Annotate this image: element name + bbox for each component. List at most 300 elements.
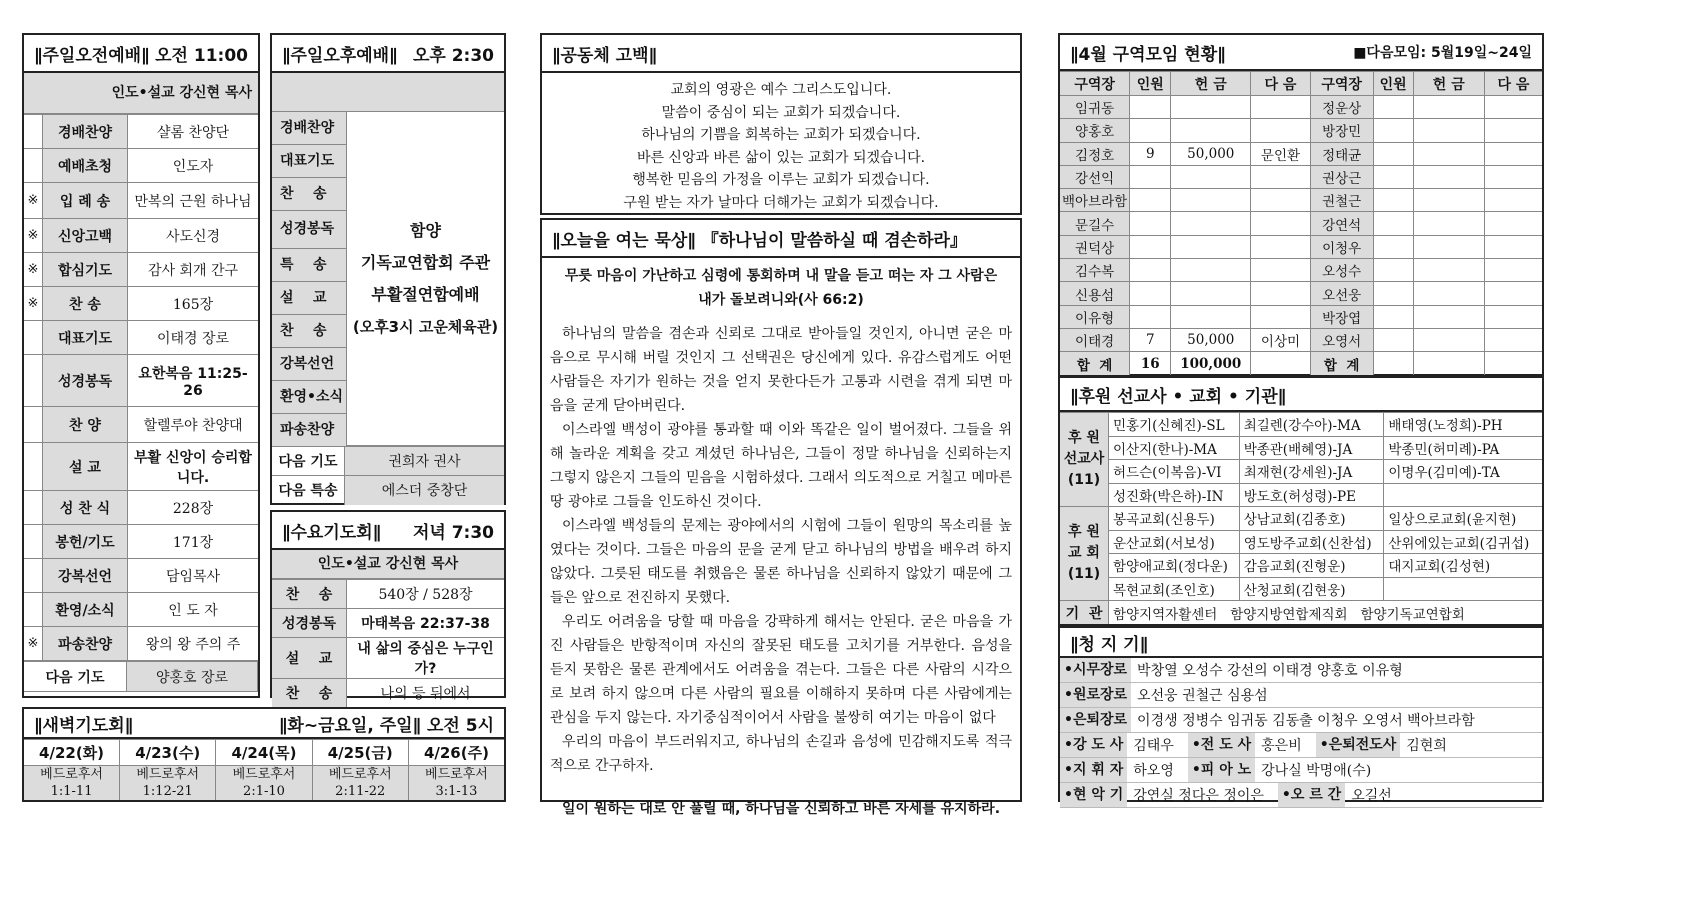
district-cell [1373,212,1413,235]
district-cell [1484,235,1542,258]
support-entry: 박종관(배혜영)-JA [1239,436,1384,460]
district-table [1060,71,1542,375]
district-row [1060,96,1542,119]
support-entry: 감음교회(진형운) [1239,554,1384,578]
district-cell [1413,235,1484,258]
district-cell [1251,96,1311,119]
meditation-body [550,322,1012,778]
support-entry: 최재현(강세원)-JA [1239,460,1384,484]
morning-row-mark [24,443,43,491]
district-cell [1413,305,1484,328]
support-table [1060,412,1542,624]
dawn-book: 베드로후서 [425,767,488,782]
district-header [1060,35,1542,71]
district-cell [1484,352,1542,375]
district-cell [1413,165,1484,188]
steward-row [1060,708,1542,733]
morning-row-mark [24,321,43,355]
district-cell [1171,189,1251,212]
support-entry: 대지교회(김성현) [1384,554,1542,578]
district-row [1060,189,1542,212]
steward-label: •강 도 사 [1060,733,1127,757]
afternoon-label: 성경봉독 [272,211,346,249]
district-cell [1251,352,1311,375]
afternoon-label: 찬 송 [272,178,346,211]
morning-row-label: 신앙고백 [43,219,128,253]
morning-row-mark [24,491,43,525]
district-leader: 이유형 [1060,305,1130,328]
support-row [1060,460,1542,484]
morning-row-mark [24,149,43,183]
district-cell [1251,165,1311,188]
morning-time: 오전 11:00 [155,45,248,66]
afternoon-service-box [270,33,506,505]
afternoon-notice-line: 부활절연합예배 [371,284,480,304]
district-row [1060,328,1542,351]
confession-header [542,35,1020,73]
support-entry: 함양애교회(정다운) [1109,554,1240,578]
morning-next-label: 다음 기도 [24,662,127,692]
morning-row-label: 찬 양 [43,407,128,443]
meditation-paragraph: 우리도 어려움을 당할 때 마음을 강퍅하게 해서는 안된다. 굳은 마음을 가진 사람들은 반항적이며 자신의 잘못된 태도를 고치기를 거부한다. 음성을 듣지 못함은 물론 관계에서도 어려움을 겪는다. 그들은 다른 사람의 시각으로 보려 하지 않으며 다른 사람의 필요를 이해하지 못하며 다른 사람에게는 관심을 두지 않는다. 자기중심적이어서 사람을 불쌍히 여기는 마음이 없다 [550,614,1012,726]
district-col-header: 인원 [1130,72,1171,96]
district-leader: 권상근 [1310,165,1373,188]
dawn-date: 4/25(금) [312,740,408,766]
morning-row-label: 합심기도 [43,253,128,287]
morning-row [24,407,258,443]
wednesday-row-value: 나의 등 뒤에서 [347,679,505,708]
support-inst-label: 기 관 [1060,601,1109,625]
wednesday-row-value: 내 삶의 중심은 누구인가? [347,638,505,679]
support-entry: 최길렌(강수아)-MA [1239,413,1384,437]
district-leader: 정태균 [1310,142,1373,165]
afternoon-notice-line: (오후3시 고운체육관) [352,317,499,336]
support-entry: 이산지(한나)-MA [1109,436,1240,460]
wednesday-row [272,609,504,638]
district-leader: 권덕상 [1060,235,1130,258]
district-cell: 7 [1130,328,1171,351]
district-cell [1130,96,1171,119]
district-cell [1171,96,1251,119]
wednesday-row-value: 마태복음 22:37-38 [347,609,505,638]
morning-row [24,321,258,355]
district-row [1060,142,1542,165]
district-leader: 합 계 [1310,352,1373,375]
wednesday-row [272,638,504,679]
dawn-book: 베드로후서 [40,767,103,782]
meditation-header [542,220,1020,258]
confession-line: 바른 신앙과 바른 삶이 있는 교회가 되겠습니다. [636,149,926,166]
morning-row [24,491,258,525]
morning-row-mark [24,355,43,407]
district-cell [1171,212,1251,235]
district-leader: 임귀동 [1060,96,1130,119]
support-group-label-line: (11) [1067,472,1101,488]
support-row [1060,436,1542,460]
steward-names: 오선웅 권철근 심용섬 [1137,688,1268,704]
district-row [1060,259,1542,282]
district-cell [1413,282,1484,305]
morning-row-mark: ※ [24,253,43,287]
district-leader: 합 계 [1060,352,1130,375]
district-leader: 김수복 [1060,259,1130,282]
district-cell [1171,305,1251,328]
morning-row [24,149,258,183]
district-cell [1130,259,1171,282]
district-cell [1130,189,1171,212]
morning-row-mark [24,559,43,593]
morning-row [24,627,258,661]
district-leader: 문길수 [1060,212,1130,235]
morning-row-value: 사도신경 [128,219,259,253]
meditation-paragraph: 우리의 마음이 부드러워지고, 하나님의 손길과 음성에 민감해지도록 적극적으로 간구하자. [550,734,1012,774]
support-group-label-line: 교 회 [1068,545,1100,561]
steward-names: 박창열 오성수 강선의 이태경 양홍호 이유형 [1137,663,1403,679]
district-cell [1251,282,1311,305]
support-entry: 이명우(김미예)-TA [1384,460,1542,484]
steward-names: 오길선 [1351,788,1392,804]
morning-row-label: 파송찬양 [43,627,128,661]
support-row [1060,577,1542,601]
district-cell [1130,235,1171,258]
morning-row-value: 할렐루야 찬양대 [128,407,259,443]
morning-row-value: 171장 [128,525,259,559]
district-cell [1251,235,1311,258]
dawn-date: 4/23(수) [120,740,216,766]
support-entry: 영도방주교회(신찬섭) [1239,530,1384,554]
afternoon-next-prayer-label: 다음 기도 [272,447,345,476]
afternoon-next-prayer-value: 권희자 권사 [345,447,505,476]
support-entry: 방도호(허성령)-PE [1239,483,1384,507]
steward-label: •현 악 기 [1060,783,1127,807]
steward-label: •피 아 노 [1188,758,1255,782]
support-title: ∥후원 선교사 • 교회 • 기관∥ [1070,386,1287,407]
stewards-body [1060,658,1542,808]
steward-row [1060,783,1542,808]
district-cell [1413,259,1484,282]
district-cell [1373,189,1413,212]
support-box [1058,376,1544,626]
morning-row-label: 입 례 송 [43,183,128,219]
district-row [1060,212,1542,235]
district-leader: 강선익 [1060,165,1130,188]
afternoon-label: 경배찬양 [272,112,346,145]
afternoon-blank-row [272,73,504,112]
confession-line: 구원 받는 자가 날마다 더해가는 교회가 되겠습니다. [623,194,939,211]
afternoon-notice [347,112,504,445]
morning-row-label: 예배초청 [43,149,128,183]
afternoon-labels [272,112,347,445]
meditation-box [540,218,1022,817]
district-leader: 권철근 [1310,189,1373,212]
wednesday-table [272,579,504,708]
dawn-title: ∥새벽기도회∥ [34,715,134,736]
steward-row [1060,658,1542,683]
district-leader: 이태경 [1060,328,1130,351]
wednesday-row-label: 설 교 [272,638,347,679]
afternoon-label: 대표기도 [272,145,346,178]
dawn-date: 4/24(목) [216,740,312,766]
confession-line: 교회의 영광은 예수 그리스도입니다. [670,82,892,98]
confession-line: 하나님의 기쁨을 회복하는 교회가 되겠습니다. [641,127,921,143]
dawn-reading [312,766,408,801]
afternoon-label: 강복선언 [272,348,346,381]
morning-row [24,559,258,593]
wednesday-header [272,512,504,550]
steward-label: •원로장로 [1060,683,1131,707]
morning-row-value: 왕의 왕 주의 주 [128,627,259,661]
district-row [1060,119,1542,142]
support-row [1060,554,1542,578]
district-cell [1484,96,1542,119]
wednesday-row-label: 찬 송 [272,580,347,609]
wednesday-time: 저녁 7:30 [412,522,494,543]
dawn-verse: 1:12-21 [142,784,193,799]
morning-row [24,443,258,491]
district-leader: 오성수 [1310,259,1373,282]
district-cell [1251,259,1311,282]
district-cell: 문인환 [1251,142,1311,165]
steward-names: 김태우 [1133,738,1174,754]
support-row [1060,530,1542,554]
meditation-title: ∥오늘을 여는 묵상∥ 『하나님이 말씀하실 때 겸손하라』 [552,230,967,251]
afternoon-next-table [272,446,504,505]
dawn-verse: 1:1-11 [50,784,93,799]
dawn-verse: 2:1-10 [243,784,285,799]
dawn-box [22,707,506,802]
district-title: ∥4월 구역모임 현황∥ [1070,44,1226,65]
district-col-header: 다 음 [1251,72,1311,96]
support-entry: 일상으로교회(윤지현) [1384,507,1542,531]
district-cell [1130,282,1171,305]
morning-row-mark: ※ [24,287,43,321]
district-cell [1413,212,1484,235]
meditation-verse: 무릇 마음이 가난하고 심령에 통회하며 내 말을 듣고 떠는 자 그 사람은 내가 돌보려니와(사 66:2) [564,268,998,308]
morning-row-label: 환영/소식 [43,593,128,627]
morning-order-table [24,114,258,661]
district-cell: 100,000 [1171,352,1251,375]
dawn-header [24,709,504,739]
morning-row-value: 샬롬 찬양단 [128,115,259,149]
district-col-header: 헌 금 [1413,72,1484,96]
district-cell: 50,000 [1171,328,1251,351]
morning-row-mark: ※ [24,183,43,219]
district-row [1060,165,1542,188]
morning-row [24,287,258,321]
district-col-header: 구역장 [1060,72,1130,96]
morning-row-value: 165장 [128,287,259,321]
dawn-date: 4/22(화) [24,740,120,766]
morning-row-mark [24,407,43,443]
district-leader: 양홍호 [1060,119,1130,142]
dawn-schedule: ∥화~금요일, 주일∥ 오전 5시 [278,715,494,736]
support-group-label [1060,507,1109,601]
district-col-header: 인원 [1373,72,1413,96]
morning-row-mark: ※ [24,219,43,253]
district-cell [1171,119,1251,142]
morning-row-value: 만복의 근원 하나님 [128,183,259,219]
dawn-reading [216,766,312,801]
support-entry: 배태영(노정희)-PH [1384,413,1542,437]
steward-names: 김현희 [1406,738,1447,754]
district-cell [1373,259,1413,282]
dawn-reading [24,766,120,801]
district-cell [1251,189,1311,212]
steward-label: •은퇴장로 [1060,708,1131,732]
afternoon-label: 찬 송 [272,315,346,348]
dawn-date: 4/26(주) [408,740,504,766]
district-cell [1413,119,1484,142]
district-cell [1413,328,1484,351]
district-box [1058,33,1544,376]
district-leader: 오선웅 [1310,282,1373,305]
district-cell [1484,119,1542,142]
district-col-header: 다 음 [1484,72,1542,96]
support-entry: 봉곡교회(신용두) [1109,507,1240,531]
district-leader: 오영서 [1310,328,1373,351]
morning-row-label: 성 찬 식 [43,491,128,525]
district-cell [1373,282,1413,305]
morning-row [24,355,258,407]
district-leader: 강연석 [1310,212,1373,235]
steward-label: •지 휘 자 [1060,758,1127,782]
district-cell [1484,328,1542,351]
steward-names: 강나실 박명애(수) [1261,763,1372,779]
district-cell [1484,259,1542,282]
morning-row-value: 인 도 자 [128,593,259,627]
dawn-verse: 2:11-22 [335,784,386,799]
morning-row [24,525,258,559]
support-entry: 운산교회(서보성) [1109,530,1240,554]
morning-next-value: 양홍호 장로 [127,662,258,692]
support-row [1060,507,1542,531]
confession-title: ∥공동체 고백∥ [552,45,658,66]
morning-row [24,593,258,627]
district-cell [1413,189,1484,212]
morning-row-label: 봉헌/기도 [43,525,128,559]
support-entry [1384,577,1542,601]
support-entry: 민홍기(신혜진)-SL [1109,413,1240,437]
steward-label: •은퇴전도사 [1316,733,1401,757]
steward-names: 홍은비 [1261,738,1302,754]
support-group-label [1060,413,1109,507]
morning-row [24,183,258,219]
afternoon-notice-line: 함양 [410,220,441,240]
district-row [1060,282,1542,305]
wednesday-leader: 인도•설교 강신현 목사 [272,550,504,579]
morning-row-label: 찬 송 [43,287,128,321]
dawn-reading [120,766,216,801]
morning-next-table [24,661,258,692]
morning-row-mark: ※ [24,627,43,661]
wednesday-box [270,510,506,703]
district-leader: 이청우 [1310,235,1373,258]
support-entry: 성진화(박은하)-IN [1109,483,1240,507]
morning-row-label: 대표기도 [43,321,128,355]
morning-row [24,219,258,253]
steward-label: •오 르 간 [1278,783,1345,807]
support-entry [1384,483,1542,507]
district-cell: 이상미 [1251,328,1311,351]
afternoon-label: 특 송 [272,249,346,282]
confession-lines [542,73,1020,214]
confession-box [540,33,1022,215]
district-cell [1484,165,1542,188]
district-cell [1251,305,1311,328]
support-row [1060,413,1542,437]
district-cell [1373,328,1413,351]
support-entry: 산위에있는교회(김귀섭) [1384,530,1542,554]
dawn-verse: 3:1-13 [435,784,478,799]
district-col-header: 헌 금 [1171,72,1251,96]
district-cell: 50,000 [1171,142,1251,165]
afternoon-label: 환영•소식 [272,381,346,414]
dawn-reading [408,766,504,801]
district-cell [1484,142,1542,165]
steward-label: •전 도 사 [1188,733,1255,757]
dawn-text-row [24,766,504,801]
support-entry: 상남교회(김종호) [1239,507,1384,531]
support-entry: 목현교회(조인호) [1109,577,1240,601]
steward-row [1060,683,1542,708]
steward-label: •시무장로 [1060,658,1131,682]
meditation-closing: 일이 원하는 대로 안 풀릴 때, 하나님을 신뢰하고 바른 자세를 유지하라. [561,801,1001,817]
support-header [1060,378,1542,412]
dawn-book: 베드로후서 [328,767,392,782]
morning-row-value: 이태경 장로 [128,321,259,355]
district-cell [1484,189,1542,212]
morning-row-mark [24,525,43,559]
wednesday-row-value: 540장 / 528장 [347,580,505,609]
support-inst-row [1060,601,1542,625]
meditation-paragraph: 이스라엘 백성이 광야를 통과할 때 이와 똑같은 일이 벌어졌다. 그들을 위해 놀라운 계획을 갖고 계셨던 하나님은, 그들이 정말 하나님을 신뢰하는지 그렇지 않은지 그들의 믿음을 시험하셨다. 그래서 의도적으로 거칠고 메마른 땅 광야로 그들을 인도하신 것이다. [550,422,1012,510]
support-entry: 산청교회(김현웅) [1239,577,1384,601]
wednesday-row-label: 찬 송 [272,679,347,708]
support-group-label-line: (11) [1067,566,1101,582]
stewards-box [1058,626,1544,802]
wednesday-title: ∥수요기도회∥ [282,522,382,543]
morning-row-label: 경배찬양 [43,115,128,149]
morning-row [24,115,258,149]
district-cell [1251,119,1311,142]
steward-names: 이경생 정병수 임귀동 김동출 이청우 오영서 백아브라함 [1137,713,1475,729]
district-leader: 정운상 [1310,96,1373,119]
afternoon-header [272,35,504,73]
dawn-book: 베드로후서 [136,767,200,782]
afternoon-next-special-value: 에스더 중창단 [345,476,505,505]
district-cell [1373,142,1413,165]
morning-row-value: 부활 신앙이 승리합니다. [128,443,259,491]
district-cell [1251,212,1311,235]
dawn-table [24,739,504,800]
district-next: ■다음모임: 5월19일~24일 [1353,45,1532,61]
morning-row-label: 강복선언 [43,559,128,593]
district-cell [1413,142,1484,165]
afternoon-title: ∥주일오후예배∥ [282,45,398,66]
district-cell [1413,96,1484,119]
steward-names: 하오영 [1133,763,1174,779]
wednesday-row [272,580,504,609]
dawn-date-row [24,740,504,766]
district-cell [1373,235,1413,258]
district-cell [1130,305,1171,328]
district-header-row [1060,72,1542,96]
district-leader: 박장엽 [1310,305,1373,328]
district-cell [1130,165,1171,188]
stewards-header [1060,628,1542,658]
district-cell [1373,119,1413,142]
morning-row-value: 감사 회개 간구 [128,253,259,287]
